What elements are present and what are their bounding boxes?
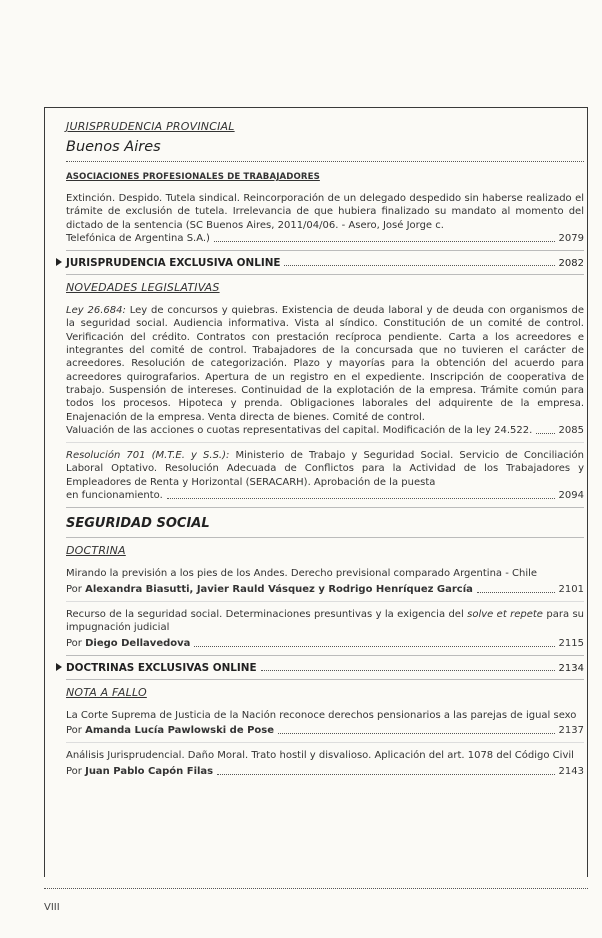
ley-reference: Ley 26.684: xyxy=(66,305,126,317)
nota-2-authors xyxy=(66,765,213,778)
page-number: 2137 xyxy=(558,725,584,737)
ley-entry xyxy=(66,304,584,424)
doctrina-2-text-b: para su impugnación judicial xyxy=(66,608,584,634)
doctrina-1-text: Mirando la previsión a los pies de los Andes. Derecho previsional comparado Argentina - Chile xyxy=(66,568,538,580)
ley-text: Ley de concursos y quiebras. Existencia de deuda laboral y de deuda con organismos de la seguridad social. Audiencia informativa. Vista al síndico. Constitución de un comité de control. Verificación del crédito. Contratos con prestación recíproca pendiente. Carta a los acreedores e integrantes del comité de control. Trabajadores de la concursada que no tuvieren el carácter de acreedores. Resolución de categorización. Plazo y mayorías para la obtención del acuerdo para acreedores quirografarios. Apertura de un registro en el expediente. Inscripción de cooperativa de trabajo. Suspensión de intereses. Continuidad de la explotación de la empresa. Trámite común para todos los procesos. Hipoteca y prenda. Obligaciones laborales del adquirente de la empresa. Enajenación de la empresa. Venta directa de bienes. Comité de control. xyxy=(66,305,584,423)
doctrina-2-author-line xyxy=(66,637,584,650)
divider xyxy=(66,601,584,602)
triangle-right-icon xyxy=(56,258,62,266)
leader-dots xyxy=(477,591,555,593)
page-number: 2134 xyxy=(558,662,584,674)
doctrinas-online-label: DOCTRINAS EXCLUSIVAS ONLINE xyxy=(66,661,257,674)
jurisprudencia-online-entry xyxy=(56,257,584,269)
doctrina-1-authors xyxy=(66,583,473,596)
leader-dots xyxy=(278,732,555,734)
divider xyxy=(66,274,584,275)
nota-1-authors xyxy=(66,724,274,737)
page-number: 2101 xyxy=(558,583,584,595)
doctrina-2-text-a: Recurso de la seguridad social. Determinaciones presuntivas y la exigencia del xyxy=(66,608,464,620)
ley-entry-line xyxy=(66,424,584,437)
page-number: 2115 xyxy=(558,637,584,649)
leader-dots xyxy=(284,264,554,266)
triangle-right-icon xyxy=(56,663,62,671)
author-names: Amanda Lucía Pawlowski de Pose xyxy=(85,725,275,737)
jurisprudencia-online-label: JURISPRUDENCIA EXCLUSIVA ONLINE xyxy=(66,257,281,270)
por-label: Por xyxy=(66,583,82,595)
ley-entry-end: Valuación de las acciones o cuotas representativas del capital. Modificación de la ley 24.522. xyxy=(66,424,533,436)
divider xyxy=(66,742,584,743)
divider xyxy=(66,655,584,656)
leader-dots xyxy=(167,497,555,499)
page-number: 2082 xyxy=(558,258,584,270)
novedades-label: NOVEDADES LEGISLATIVAS xyxy=(66,281,220,295)
leader-dots xyxy=(536,432,554,434)
asociaciones-entry-end: Telefónica de Argentina S.A.) xyxy=(66,232,210,244)
nota-a-fallo-label: NOTA A FALLO xyxy=(66,685,147,699)
page-number: 2079 xyxy=(558,232,584,244)
asociaciones-label: ASOCIACIONES PROFESIONALES DE TRABAJADORES xyxy=(66,172,320,182)
doctrinas-online-entry xyxy=(56,662,584,674)
divider xyxy=(66,537,584,538)
leader-dots xyxy=(214,240,555,242)
index-content xyxy=(66,120,584,778)
nota-1-text: La Corte Suprema de Justicia de la Nación reconoce derechos pensionarios a las parejas de igual sexo xyxy=(66,709,577,721)
author-names: Juan Pablo Capón Filas xyxy=(85,765,214,777)
footer-dotted-rule xyxy=(44,888,588,889)
doctrina-1-author-line xyxy=(66,583,584,596)
jurisprudencia-provincial-label: JURISPRUDENCIA PROVINCIAL xyxy=(66,120,235,133)
leader-dots xyxy=(261,669,555,671)
doctrina-2-authors xyxy=(66,637,190,650)
por-label: Por xyxy=(66,765,82,777)
nota-2-author-line xyxy=(66,765,584,778)
por-label: Por xyxy=(66,725,82,737)
nota-1-author-line xyxy=(66,724,584,737)
divider xyxy=(66,507,584,508)
page-number: 2094 xyxy=(558,490,584,502)
resolucion-entry-end: en funcionamiento. xyxy=(66,490,163,502)
resolucion-entry xyxy=(66,449,584,489)
author-names: Alexandra Biasutti, Javier Rauld Vásquez y Rodrigo Henríquez García xyxy=(85,583,473,595)
leader-dots xyxy=(194,645,554,647)
resolucion-entry-line xyxy=(66,489,584,502)
page-number: 2085 xyxy=(558,424,584,436)
folio-number: VIII xyxy=(44,902,60,913)
author-names: Diego Dellavedova xyxy=(85,637,191,649)
doctrina-label: DOCTRINA xyxy=(66,544,126,558)
divider xyxy=(66,250,584,251)
divider xyxy=(66,442,584,443)
seguridad-social-title: SEGURIDAD SOCIAL xyxy=(66,516,210,532)
doctrina-2-text xyxy=(66,608,584,635)
leader-dots xyxy=(217,773,554,775)
resolucion-reference: Resolución 701 (M.T.E. y S.S.): xyxy=(66,450,230,462)
asociaciones-entry-line xyxy=(66,232,584,245)
resolucion-text: Ministerio de Trabajo y Seguridad Social. Servicio de Conciliación Laboral Optativo. Resolución Adecuada de Conflictos para la Actividad de los Trabajadores y Empleadores de Renta y Horizontal (SERACARH). Aprobación de la puesta xyxy=(66,450,584,488)
province-title: Buenos Aires xyxy=(66,139,161,155)
dotted-divider xyxy=(66,161,584,162)
nota-2-text: Análisis Jurisprudencial. Daño Moral. Trato hostil y disvalioso. Aplicación del art. 1078 del Código Civil xyxy=(66,750,574,762)
doctrina-2-italic: solve et repete xyxy=(467,608,543,620)
por-label: Por xyxy=(66,637,82,649)
asociaciones-entry: Extinción. Despido. Tutela sindical. Reincorporación de un delegado despedido sin haberse realizado el trámite de exclusión de tutela. Irrelevancia de que hubiera finalizado su mandato al momento del dictado de la sentencia (SC Buenos Aires, 2011/04/06. - Asero, José Jorge c. xyxy=(66,193,584,231)
page-number: 2143 xyxy=(558,765,584,777)
divider xyxy=(66,679,584,680)
